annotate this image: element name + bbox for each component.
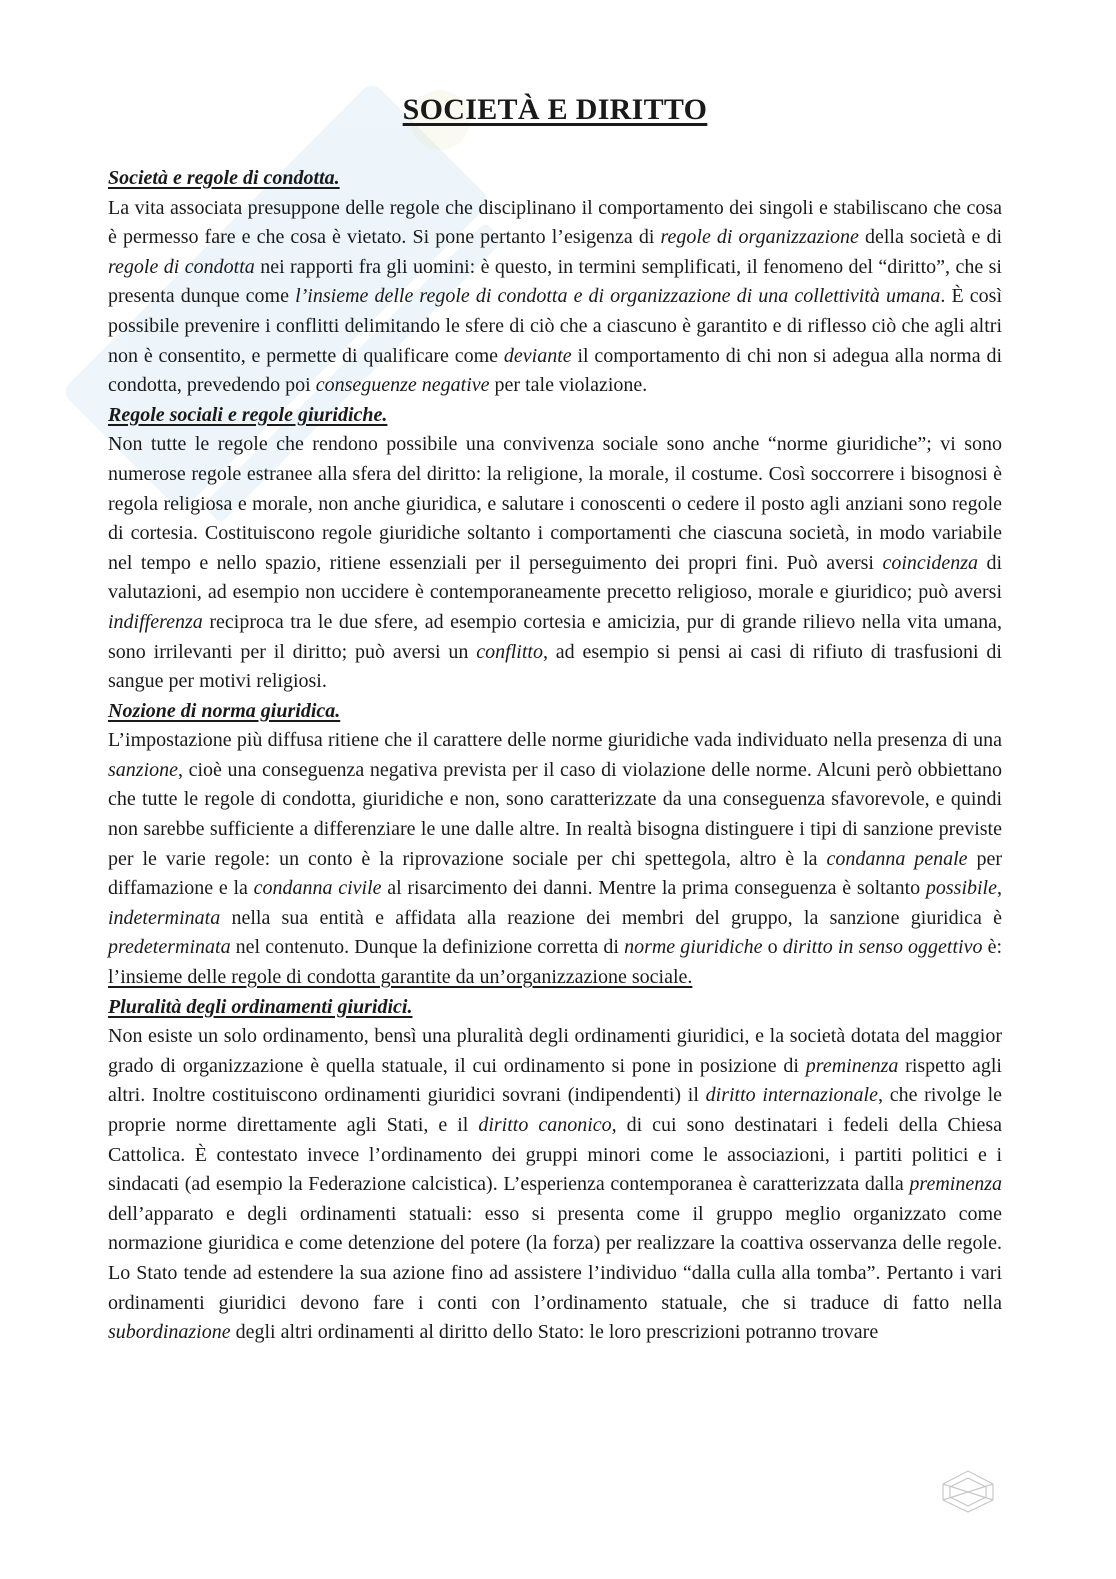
emphasis-text: preminenza	[805, 1054, 899, 1077]
section-heading: Regole sociali e regole giuridiche.	[108, 403, 388, 426]
emphasis-text: l’insieme delle regole di condotta e di organizzazione di una collettività umana	[295, 285, 941, 308]
section-4	[108, 993, 1002, 1348]
emphasis-text: conseguenze negative	[315, 374, 490, 397]
emphasis-text: deviante	[503, 344, 572, 367]
section-paragraph	[108, 430, 1002, 696]
section-3	[108, 697, 1002, 993]
page-stamp-icon	[938, 1468, 998, 1514]
emphasis-text: regole di condotta	[108, 255, 255, 278]
emphasis-text: preminenza	[909, 1173, 1002, 1196]
emphasis-text: conflitto	[476, 640, 543, 663]
text-run: o	[762, 936, 783, 959]
text-run: . È così possibile prevenire i conflitti delimitando le sfere di ciò che a ciascuno è garantito e di riflesso ciò che agli altri non è consentito, e permette di qualificare come	[108, 285, 1003, 367]
emphasis-text: subordinazione	[108, 1321, 231, 1344]
text-run: Non esiste un solo ordinamento, bensì una pluralità degli ordinamenti giuridici, e la società dotata del maggior grado di organizzazione è quella statuale, il cui ordinamento si pone in posizione di	[108, 1025, 1002, 1077]
emphasis-text: indeterminata	[108, 906, 221, 929]
section-paragraph	[108, 1022, 1002, 1348]
text-run: rispetto agli altri. Inoltre costituiscono ordinamenti giuridici sovrani (indipendenti) il	[108, 1054, 1002, 1107]
text-run: La vita associata presuppone delle regole che disciplinano il comportamento dei singoli e stabiliscano che cosa è permesso fare e che cosa è vietato. Si pone pertanto l’esigenza di	[108, 196, 1002, 249]
emphasis-text: diritto canonico	[478, 1114, 612, 1136]
emphasis-text: indifferenza	[108, 610, 203, 633]
text-run: dell’apparato e degli ordinamenti statuali: esso si presenta come il gruppo meglio organizzato come normazione giuridica e come detenzione del potere (la forza) per realizzare la coattiva osservanza delle regole. Lo Stato tende ad estendere la sua azione fino ad assistere l’individuo “dalla culla alla tomba”. Pertanto i vari ordinamenti giuridici devono fare i conti con l’ordinamento statuale, che si traduce di fatto nella	[108, 1202, 1002, 1314]
section-2	[108, 401, 1002, 697]
text-run: nei rapporti fra gli uomini: è questo, in termini semplificati, il fenomeno del “diritto”, che si presenta dunque come	[108, 255, 1002, 308]
text-run: reciproca tra le due sfere, ad esempio cortesia e amicizia, pur di grande rilievo nella vita umana, sono irrilevanti per il diritto; può aversi un	[108, 610, 1002, 663]
page-title: SOCIETÀ E DIRITTO	[402, 93, 708, 126]
emphasis-text: predeterminata	[108, 936, 231, 959]
section-heading: Nozione di norma giuridica.	[108, 699, 341, 722]
text-run: , cioè una conseguenza negativa prevista per il caso di violazione delle norme. Alcuni però obbiettano che tutte le regole di condotta, giuridiche e non, sono caratterizzate da una conseguenza sfavorevole, e quindi non sarebbe sufficiente a differenziare le une dalle altre. In realtà bisogna distinguere i tipi di sanzione previste per le varie regole: un conto è la riprovazione sociale per chi spettegola, altro è la	[108, 758, 1002, 870]
emphasis-text: diritto internazionale	[705, 1084, 878, 1107]
text-run: Non tutte le regole che rendono possibile una convivenza sociale sono anche “norme giuridiche”; vi sono numerose regole estranee alla sfera del diritto: la religione, la morale, il costume. Così soccorrere i bisognosi è regola religiosa e morale, non anche giuridica, e salutare i conoscenti o cedere il posto agli anziani sono regole di cortesia. Costituiscono regole giuridiche soltanto i comportamenti che ciascuna società, in modo variabile nel tempo e nello spazio, ritiene essenziali per il perseguimento dei propri fini. Può aversi	[108, 433, 1002, 574]
text-run: nel contenuto. Dunque la definizione corretta di	[230, 936, 625, 959]
underlined-definition: l’insieme delle regole di condotta garantite da un’organizzazione sociale.	[108, 966, 693, 989]
text-run: degli altri ordinamenti al diritto dello Stato: le loro prescrizioni potranno trovare	[230, 1321, 879, 1344]
emphasis-text: condanna penale	[826, 847, 968, 870]
text-run: per diffamazione e la	[108, 847, 1002, 900]
text-run: di valutazioni, ad esempio non uccidere è contemporaneamente precetto religioso, morale e giuridico; può aversi	[108, 551, 1002, 604]
emphasis-text: possibile	[925, 877, 997, 900]
emphasis-text: regole di organizzazione	[660, 226, 859, 249]
emphasis-text: coincidenza	[882, 551, 978, 574]
text-run: è:	[982, 936, 1003, 959]
text-run: al risarcimento dei danni. Mentre la prima conseguenza è soltanto	[381, 877, 926, 900]
section-heading: Pluralità degli ordinamenti giuridici.	[108, 995, 413, 1018]
section-paragraph	[108, 726, 1002, 992]
emphasis-text: condanna civile	[253, 877, 382, 900]
section-paragraph	[108, 194, 1002, 401]
text-run: per tale violazione.	[489, 374, 648, 397]
text-run: nella sua entità e affidata alla reazione dei membri del gruppo, la sanzione giuridica è	[220, 906, 1002, 929]
text-run: , che rivolge le proprie norme direttamente agli Stati, e il	[108, 1084, 1002, 1136]
text-run: , ad esempio si pensi ai casi di rifiuto di trasfusioni di sangue per motivi religiosi.	[108, 640, 1002, 693]
section-heading: Società e regole di condotta.	[108, 167, 340, 189]
section-1	[108, 164, 1002, 401]
emphasis-text: diritto in senso oggettivo	[782, 936, 983, 959]
text-run: della società e di	[858, 226, 1003, 249]
text-run: , di cui sono destinatari i fedeli della Chiesa Cattolica. È contestato invece l’ordinamento dei gruppi minori come le associazioni, i partiti politici e i sindacati (ad esempio la Federazione calcistica). L’esperienza contemporanea è caratterizzata dalla	[108, 1114, 1002, 1196]
emphasis-text: norme giuridiche	[624, 936, 763, 959]
emphasis-text: sanzione	[108, 758, 178, 781]
text-run: L’impostazione più diffusa ritiene che il carattere delle norme giuridiche vada individuato nella presenza di una	[108, 729, 1002, 752]
text-run: il comportamento di chi non si adegua alla norma di condotta, prevedendo poi	[108, 344, 1002, 397]
text-run: ,	[997, 877, 1002, 900]
